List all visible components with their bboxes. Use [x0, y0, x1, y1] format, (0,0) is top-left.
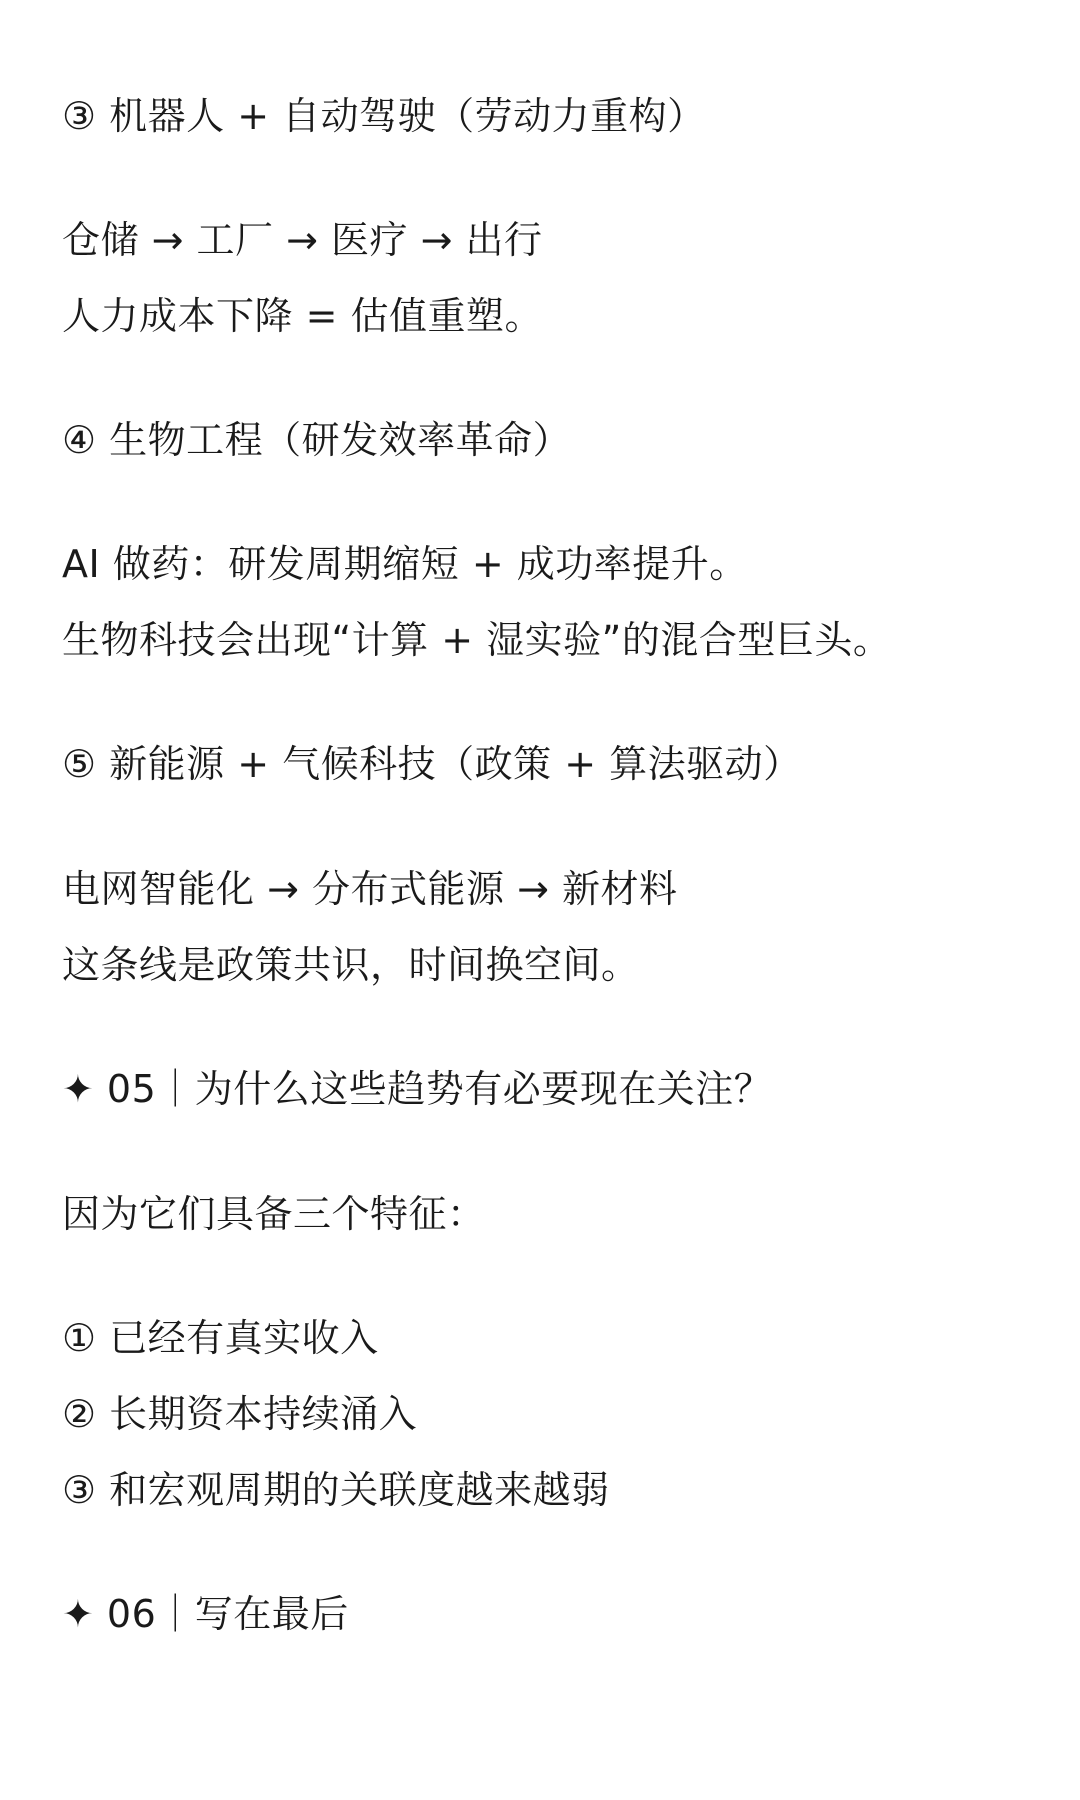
paragraph-line: AI 做药：研发周期缩短 + 成功率提升。 [62, 542, 748, 586]
paragraph-line: 这条线是政策共识，时间换空间。 [62, 943, 640, 987]
section-heading-bioengineering: ④ 生物工程（研发效率革命） [62, 418, 572, 462]
section-heading-new-energy: ⑤ 新能源 + 气候科技（政策 + 算法驱动） [62, 742, 802, 786]
list-item: ① 已经有真实收入 [62, 1316, 379, 1360]
paragraph-line: 人力成本下降 = 估值重塑。 [62, 294, 543, 338]
paragraph-line: 电网智能化 → 分布式能源 → 新材料 [62, 867, 678, 911]
chapter-heading-06: ✦ 06｜写在最后 [62, 1592, 349, 1636]
paragraph-line: 仓储 → 工厂 → 医疗 → 出行 [62, 218, 543, 262]
list-item: ② 长期资本持续涌入 [62, 1392, 418, 1436]
paragraph-line: 生物科技会出现“计算 + 湿实验”的混合型巨头。 [62, 618, 892, 662]
list-item: ③ 和宏观周期的关联度越来越弱 [62, 1468, 610, 1512]
section-heading-robotics: ③ 机器人 + 自动驾驶（劳动力重构） [62, 94, 706, 138]
paragraph-line: 因为它们具备三个特征： [62, 1192, 486, 1236]
chapter-heading-05: ✦ 05｜为什么这些趋势有必要现在关注？ [62, 1067, 773, 1111]
